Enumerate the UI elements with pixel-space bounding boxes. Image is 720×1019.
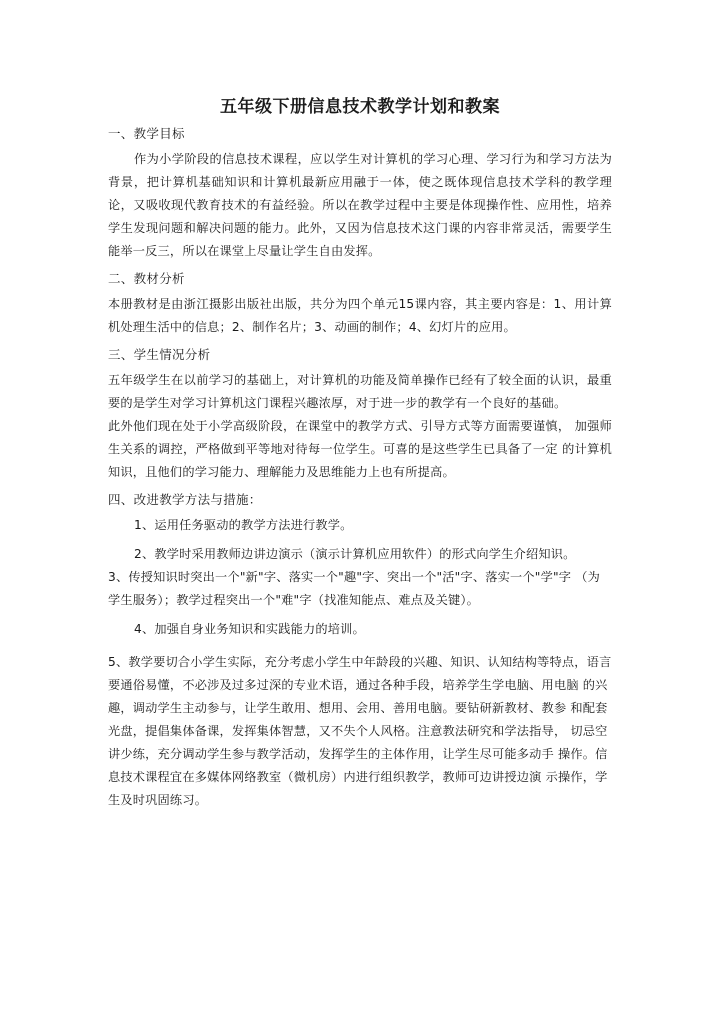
section-paragraph-goals: 作为小学阶段的信息技术课程，应以学生对计算机的学习心理、学习行为和学习方法为背景，把计算机基础知识和计算机最新应用融于一体，使之既体现信息技术学科的教学理论，又吸收现代教育技术的有益经验。所以在教学过程中主要是体现操作性、应用性，培养学生发现问题和解决问题的能力。此外，又因为信息技术这门课的内容非常灵活，需要学生能举一反三，所以在课堂上尽量让学生自由发挥。 (108, 152, 612, 258)
section-paragraph-students-1: 五年级学生在以前学习的基础上，对计算机的功能及简单操作已经有了较全面的认识，最重要的是学生对学习计算机这门课程兴趣浓厚，对于进一步的教学有一个良好的基础。 (108, 373, 612, 410)
section-paragraph-students-2: 此外他们现在处于小学高级阶段，在课堂中的教学方式、引导方式等方面需要谨慎， 加强师生关系的调控，严格做到平等地对待每一位学生。可喜的是这些学生已具备了一定 的计算机知识，且他们的学习能力、理解能力及思维能力上也有所提高。 (108, 419, 612, 479)
section-heading-textbook: 二、教材分析 (108, 271, 185, 286)
method-item-2: 2、教学时采用教师边讲边演示（演示计算机应用软件）的形式向学生介绍知识。 (134, 547, 576, 561)
section-heading-students: 三、学生情况分析 (108, 347, 211, 362)
method-item-1: 1、运用任务驱动的教学方法进行教学。 (134, 518, 353, 532)
section-heading-methods: 四、改进教学方法与措施： (108, 492, 262, 507)
section-paragraph-textbook: 本册教材是由浙江摄影出版社出版，共分为四个单元15课内容，其主要内容是：1、用计算机处理生活中的信息；2、制作名片；3、动画的制作；4、幻灯片的应用。 (108, 297, 612, 334)
section-heading-goals: 一、教学目标 (108, 126, 185, 141)
method-item-3: 3、传授知识时突出一个"新"字、落实一个"趣"字、突出一个"活"字、落实一个"学"字 （为学生服务）；教学过程突出一个"难"字（找准知能点、难点及关键）。 (108, 570, 601, 607)
method-item-5: 5、教学要切合小学生实际，充分考虑小学生中年龄段的兴趣、知识、认知结构等特点，语言要通俗易懂，不必涉及过多过深的专业术语，通过各种手段，培养学生学电脑、用电脑 的兴趣，调动学生主动参与，让学生敢用、想用、会用、善用电脑。要钻研新教材、教参 和配套光盘，提倡集体备课，发挥集体智慧，又不失个人风格。注意教法研究和学法指导， 切忌空讲少练，充分调动学生参与教学活动，发挥学生的主体作用，让学生尽可能多动手 操作。信息技术课程宜在多媒体网络教室（微机房）内进行组织教学，教师可边讲授边演 示操作，学生及时巩固练习。 (108, 655, 612, 807)
document-title: 五年级下册信息技术教学计划和教案 (220, 97, 500, 117)
method-item-4: 4、加强自身业务知识和实践能力的培训。 (134, 622, 365, 636)
